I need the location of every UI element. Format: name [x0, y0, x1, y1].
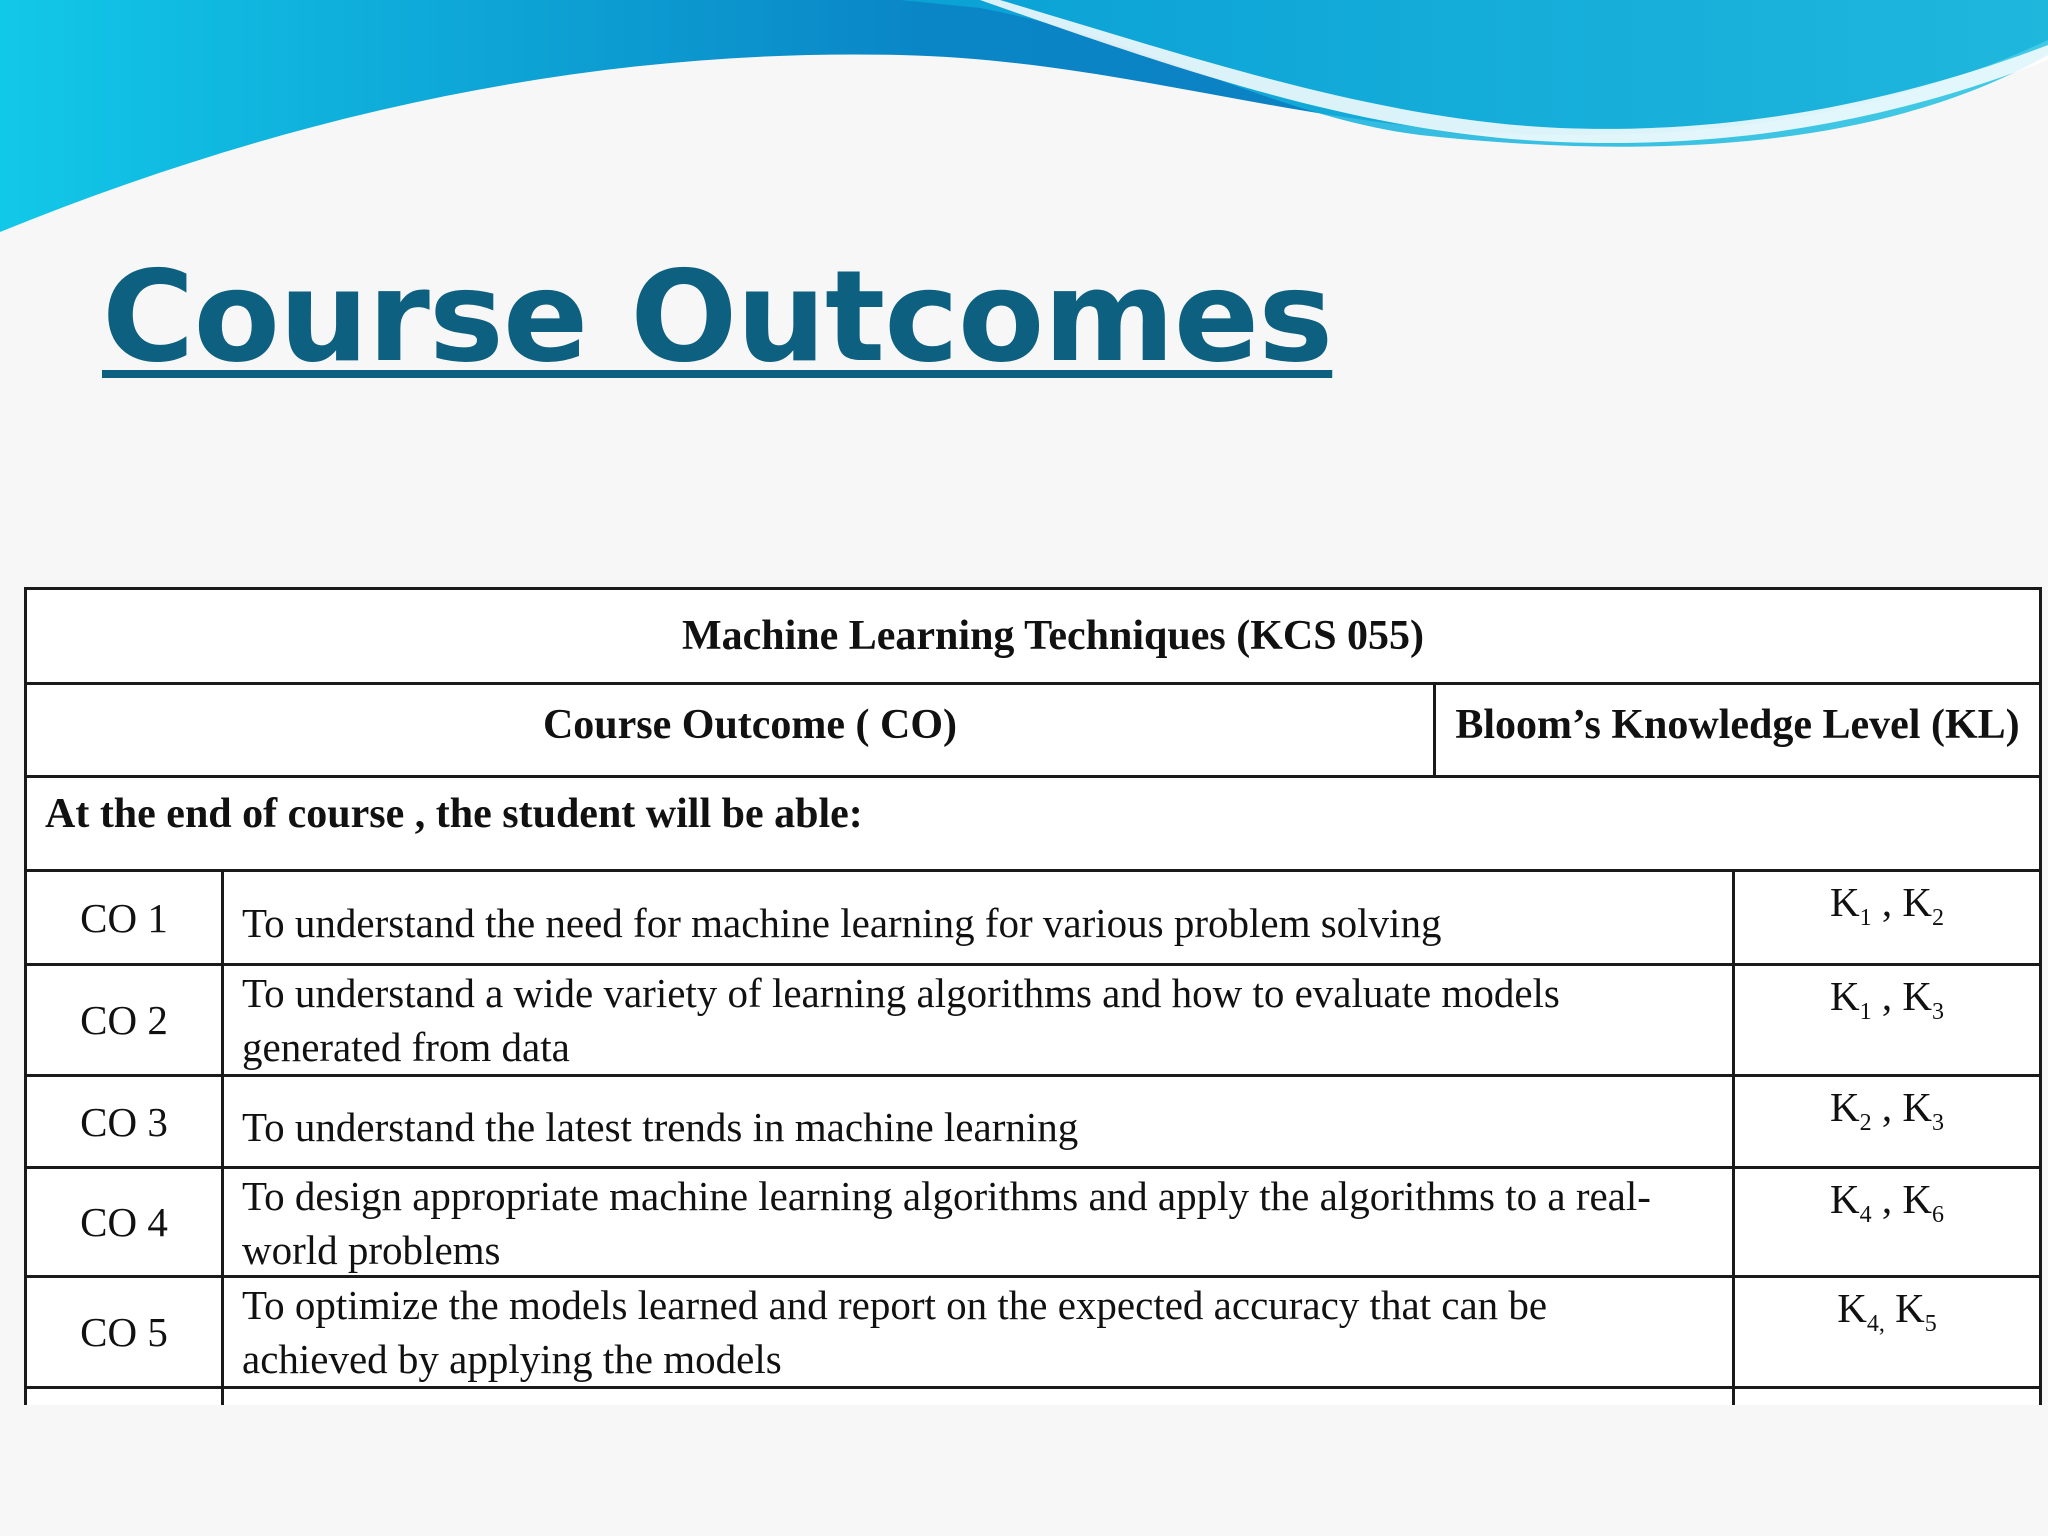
- co-description: To understand the need for machine learning for various problem solving: [224, 872, 1735, 963]
- knowledge-level-subscript: 1: [1859, 999, 1872, 1026]
- knowledge-level-subscript: 2: [1859, 1110, 1872, 1137]
- column-header-knowledge-level: Bloom’s Knowledge Level (KL): [1455, 702, 2020, 748]
- column-header-outcome: Course Outcome ( CO): [27, 685, 1436, 775]
- table-column-headers: [27, 685, 2039, 778]
- knowledge-level-subscript: 3: [1931, 1110, 1944, 1137]
- table-intro: At the end of course , the student will be able:: [27, 778, 2039, 872]
- table-row: [27, 872, 2039, 966]
- co-id: CO 4: [27, 1169, 224, 1275]
- knowledge-level-subscript: 3: [1931, 999, 1944, 1026]
- co-knowledge-level: $K_1$ , $K_2$: [1830, 879, 1944, 932]
- co-knowledge-level: $K_{4,}$ $K_5$: [1837, 1285, 1937, 1338]
- co-description: To design appropriate machine learning algorithms and apply the algorithms to a real-world problems: [224, 1169, 1735, 1275]
- co-id: CO 3: [27, 1077, 224, 1166]
- table-row: [27, 1077, 2039, 1169]
- knowledge-level-subscript: 4,: [1866, 1311, 1885, 1338]
- co-knowledge-level: $K_2$ , $K_3$: [1830, 1084, 1944, 1137]
- table-row: [27, 1278, 2039, 1389]
- table-row: [27, 966, 2039, 1077]
- table-heading: Machine Learning Techniques (KCS 055): [27, 590, 2039, 685]
- co-knowledge-level: $K_1$ , $K_3$: [1830, 973, 1944, 1026]
- knowledge-level-subscript: 1: [1859, 905, 1872, 932]
- header-wave-decoration: [0, 0, 2048, 260]
- course-outcomes-table: [24, 587, 2042, 1405]
- table-cut-off-edge: [27, 1389, 2039, 1405]
- co-description: To optimize the models learned and report on the expected accuracy that can be achieved by applying the models: [224, 1278, 1735, 1386]
- co-id: CO 5: [27, 1278, 224, 1386]
- table-row: [27, 1169, 2039, 1278]
- co-id: CO 2: [27, 966, 224, 1074]
- knowledge-level-subscript: 6: [1931, 1202, 1944, 1229]
- co-id: CO 1: [27, 872, 224, 963]
- knowledge-level-subscript: 4: [1859, 1202, 1872, 1229]
- slide-title: Course Outcomes: [102, 243, 1333, 390]
- co-description: To understand the latest trends in machine learning: [224, 1077, 1735, 1166]
- knowledge-level-subscript: 5: [1924, 1311, 1937, 1338]
- knowledge-level-subscript: 2: [1931, 905, 1944, 932]
- co-knowledge-level: $K_4$ , $K_6$: [1830, 1176, 1944, 1229]
- co-description: To understand a wide variety of learning algorithms and how to evaluate models generated from data: [224, 966, 1735, 1074]
